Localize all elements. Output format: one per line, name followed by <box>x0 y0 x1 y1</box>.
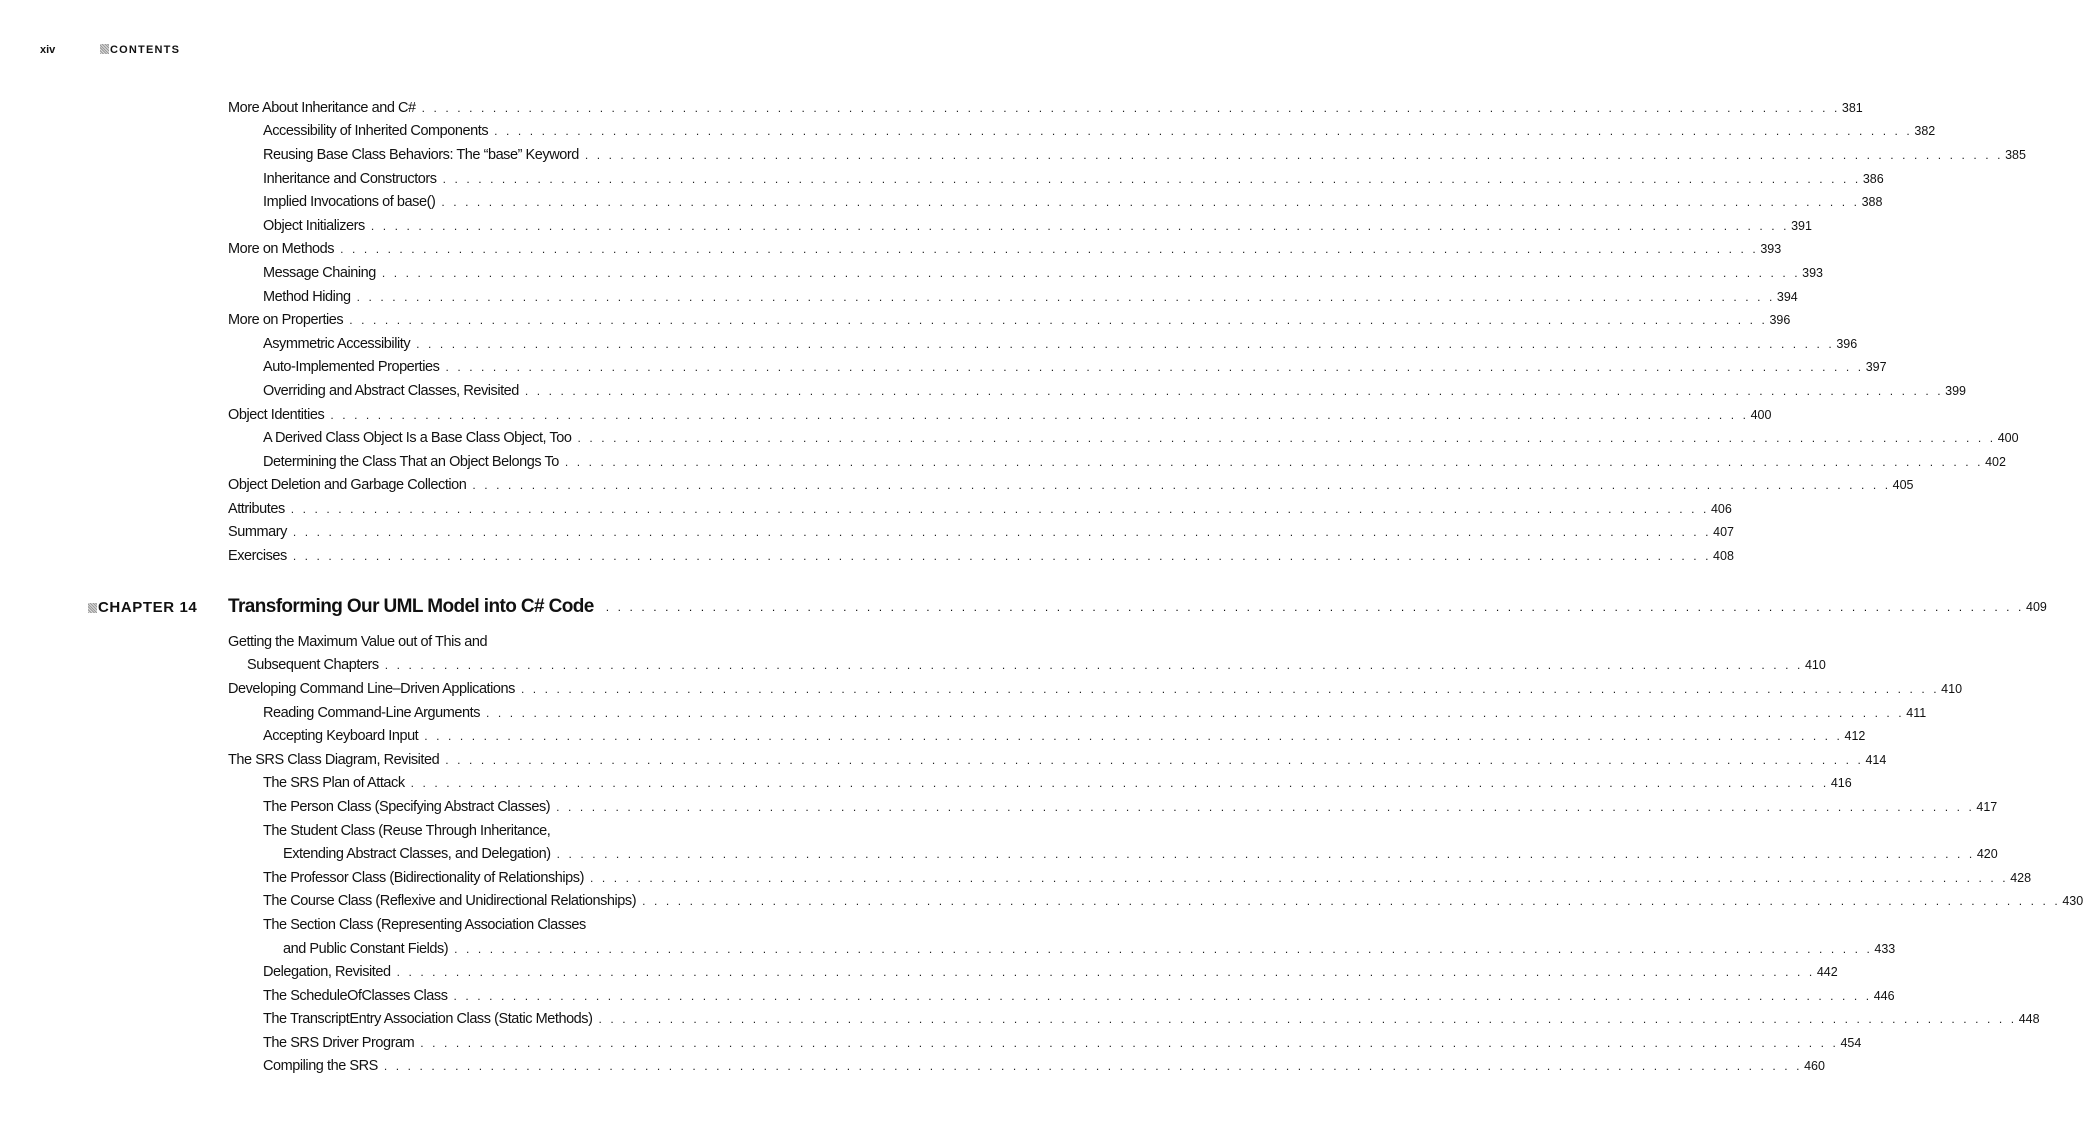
entry-page: 399 <box>1945 383 1967 398</box>
dot-leader: . . . . . . . . . . . . . . . . . . . . . . . . . . . . . . . . . . . . . . . . . . . . . . . . . . . . . . . . . . . . . . . . . . . . . . . . . . . . . . . . . . . . . . . . . . . . . . . . . . . . . . . . . . . . . . . . . . . . . . . . <box>598 1012 2017 1027</box>
toc-entry[interactable] <box>228 748 1887 772</box>
dot-leader: . . . . . . . . . . . . . . . . . . . . . . . . . . . . . . . . . . . . . . . . . . . . . . . . . . . . . . . . . . . . . . . . . . . . . . . . . . . . . . . . . . . . . . . . . . . . . . . . . . . . . . . . . . . . . . . . . . . . . . . . <box>577 431 1996 446</box>
entry-title: Accepting Keyboard Input <box>263 728 419 745</box>
entry-title: Accessibility of Inherited Components <box>263 123 489 140</box>
chapter-page: 409 <box>2026 600 2047 614</box>
entry-title: The SRS Class Diagram, Revisited <box>228 751 440 768</box>
toc-entry[interactable] <box>228 795 1998 819</box>
dot-leader: . . . . . . . . . . . . . . . . . . . . . . . . . . . . . . . . . . . . . . . . . . . . . . . . . . . . . . . . . . . . . . . . . . . . . . . . . . . . . . . . . . . . . . . . . . . . . . . . . . . . . . . . . . . . . . . . . . . . . . . . <box>292 525 1712 540</box>
toc-entry[interactable] <box>228 120 1936 144</box>
dot-leader: . . . . . . . . . . . . . . . . . . . . . . . . . . . . . . . . . . . . . . . . . . . . . . . . . . . . . . . . . . . . . . . . . . . . . . . . . . . . . . . . . . . . . . . . . . . . . . . . . . . . . . . . . . . . . . . . . . . . . . . . <box>486 705 1905 720</box>
entry-title-continued: Extending Abstract Classes, and Delegation) <box>283 846 551 863</box>
entry-page: 405 <box>1892 478 1914 493</box>
dot-leader: . . . . . . . . . . . . . . . . . . . . . . . . . . . . . . . . . . . . . . . . . . . . . . . . . . . . . . . . . . . . . . . . . . . . . . . . . . . . . . . . . . . . . . . . . . . . . . . . . . . . . . . . . . . . . . . . . . . . . . . . <box>424 729 1843 744</box>
dot-leader: . . . . . . . . . . . . . . . . . . . . . . . . . . . . . . . . . . . . . . . . . . . . . . . . . . . . . . . . . . . . . . . . . . . . . . . . . . . . . . . . . . . . . . . . . . . . . . . . . . . . . . . . . . . . . . . . . . . . . . . . <box>330 407 1749 422</box>
toc-entry[interactable] <box>228 238 1782 262</box>
entry-page: 400 <box>1997 431 2019 446</box>
toc-entry[interactable] <box>228 261 1823 285</box>
entry-page: 460 <box>1804 1059 1825 1074</box>
entry-page: 386 <box>1862 171 1884 186</box>
toc-entry[interactable] <box>228 308 1791 332</box>
toc-entry[interactable] <box>228 1008 2040 1032</box>
entry-title: Auto-Implemented Properties <box>263 359 440 376</box>
entry-page: 406 <box>1710 501 1732 516</box>
entry-title: Compiling the SRS <box>263 1058 378 1075</box>
entry-page: 411 <box>1906 705 1927 720</box>
dot-leader: . . . . . . . . . . . . . . . . . . . . . . . . . . . . . . . . . . . . . . . . . . . . . . . . . . . . . . . . . . . . . . . . . . . . . . . . . . . . . . . . . . . . . . . . . . . . . . . . . . . . . . . . . . . . . . . . . . . . . . . . <box>292 549 1712 564</box>
dot-leader: . . . . . . . . . . . . . . . . . . . . . . . . . . . . . . . . . . . . . . . . . . . . . . . . . . . . . . . . . . . . . . . . . . . . . . . . . . . . . . . . . . . . . . . . . . . . . . . . . . . . . . . . . . . . . . . . . . . . . . . . <box>564 454 1984 469</box>
dot-leader: . . . . . . . . . . . . . . . . . . . . . . . . . . . . . . . . . . . . . . . . . . . . . . . . . . . . . . . . . . . . . . . . . . . . . . . . . . . . . . . . . . . . . . . . . . . . . . . . . . . . . . . . . . . . . . . . . . . . . . . . <box>472 478 1891 493</box>
entry-title: Method Hiding <box>263 288 351 305</box>
dot-leader: . . . . . . . . . . . . . . . . . . . . . . . . . . . . . . . . . . . . . . . . . . . . . . . . . . . . . . . . . . . . . . . . . . . . . . . . . . . . . . . . . . . . . . . . . . . . . . . . . . . . . . . . . . . . . . . . . . . . . . . . <box>349 313 1768 328</box>
dot-leader: . . . . . . . . . . . . . . . . . . . . . . . . . . . . . . . . . . . . . . . . . . . . . . . . . . . . . . . . . . . . . . . . . . . . . . . . . . . . . . . . . . . . . . . . . . . . . . . . . . . . . . . . . . . . . . . . . . . . . . . . <box>370 218 1790 233</box>
dot-leader: . . . . . . . . . . . . . . . . . . . . . . . . . . . . . . . . . . . . . . . . . . . . . . . . . . . . . . . . . . . . . . . . . . . . . . . . . . . . . . . . . . . . . . . . . . . . . . . . . . . . . . . . . . . . . . . . . . . . . . . . <box>384 658 1803 673</box>
entry-page: 407 <box>1713 525 1734 540</box>
toc-entry[interactable] <box>228 724 1866 748</box>
entry-title: The Professor Class (Bidirectionality of Relationships) <box>263 869 584 886</box>
toc-entry[interactable] <box>228 701 1927 725</box>
entry-title: Object Deletion and Garbage Collection <box>228 477 467 494</box>
entry-title: A Derived Class Object Is a Base Class Object, Too <box>263 430 572 447</box>
entry-page: 396 <box>1769 313 1791 328</box>
entry-title: More About Inheritance and C# <box>228 99 416 116</box>
toc-entry[interactable] <box>228 403 1772 427</box>
entry-title: Inheritance and Constructors <box>263 170 437 187</box>
dot-leader: . . . . . . . . . . . . . . . . . . . . . . . . . . . . . . . . . . . . . . . . . . . . . . . . . . . . . . . . . . . . . . . . . . . . . . . . . . . . . . . . . . . . . . . . . . . . . . . . . . . . . . . . . . . . . . . . . . . . . . . . <box>420 1035 1839 1050</box>
page-number: xiv <box>40 44 56 56</box>
dot-leader: . . . . . . . . . . . . . . . . . . . . . . . . . . . . . . . . . . . . . . . . . . . . . . . . . . . . . . . . . . . . . . . . . . . . . . . . . . . . . . . . . . . . . . . . . . . . . . . . . . . . . . . . . . . . . . . . . . . . . . . . <box>642 894 2061 909</box>
entry-page: 454 <box>1840 1035 1862 1050</box>
toc-entry[interactable] <box>228 913 712 937</box>
entry-page: 391 <box>1791 218 1812 233</box>
entry-title-continued: Subsequent Chapters <box>247 657 379 674</box>
entry-page: 382 <box>1914 124 1936 139</box>
toc-entry[interactable] <box>228 544 1734 568</box>
toc-entry[interactable] <box>228 285 1798 309</box>
toc-entry-continuation[interactable] <box>228 654 1826 678</box>
dot-leader: . . . . . . . . . . . . . . . . . . . . . . . . . . . . . . . . . . . . . . . . . . . . . . . . . . . . . . . . . . . . . . . . . . . . . . . . . . . . . . . . . . . . . . . . . . . . . . . . . . . . . . . . . . . . . . . . . . . . . . . . <box>453 988 1872 1003</box>
entry-title: Determining the Class That an Object Belongs To <box>263 453 559 470</box>
dot-leader: . . . . . . . . . . . . . . . . . . . . . . . . . . . . . . . . . . . . . . . . . . . . . . . . . . . . . . . . . . . . . . . . . . . . . . . . . . . . . . . . . . . . . . . . . . . . . . . . . . . . . . . . . . . . . . . . . . . . . . . . <box>556 847 1975 862</box>
toc-entry[interactable] <box>228 819 712 843</box>
section-title <box>100 44 180 56</box>
entry-title: Overriding and Abstract Classes, Revisited <box>263 382 519 399</box>
entry-title-continued: and Public Constant Fields) <box>283 940 449 957</box>
entry-page: 433 <box>1874 941 1896 956</box>
dot-leader: . . . . . . . . . . . . . . . . . . . . . . . . . . . . . . . . . . . . . . . . . . . . . . . . . . . . . . . . . . . . . . . . . . . . . . . . . . . . . . . . . . . . . . . . . . . . . . . . . . . . . . . . . . . . . . . . . . . . . . . . <box>589 870 2009 885</box>
toc-entry[interactable] <box>228 1031 1862 1055</box>
entry-page: 420 <box>1976 847 1998 862</box>
toc-entry[interactable] <box>228 96 1863 120</box>
toc-entry[interactable] <box>228 450 2006 474</box>
entry-title: Getting the Maximum Value out of This and <box>228 633 488 650</box>
entry-page: 428 <box>2010 870 2032 885</box>
dot-leader: . . . . . . . . . . . . . . . . . . . . . . . . . . . . . . . . . . . . . . . . . . . . . . . . . . . . . . . . . . . . . . . . . . . . . . . . . . . . . . . . . . . . . . . . . . . . . . . . . . . . . . . . . . . . . . . . . . . . . . . . <box>524 383 1944 398</box>
square-bullet-icon <box>100 44 109 54</box>
toc-entry[interactable] <box>228 167 1884 191</box>
dot-leader: . . . . . . . . . . . . . . . . . . . . . . . . . . . . . . . . . . . . . . . . . . . . . . . . . . . . . . . . . . . . . . . . . . . . . . . . . . . . . . . . . . . . . . . . . . . . . . . . . . . . . . . . . . . . . . . . . . . . . . . . <box>356 289 1775 304</box>
toc-entry[interactable] <box>228 379 1967 403</box>
entry-page: 410 <box>1941 681 1963 696</box>
dot-leader: . . . . . . . . . . . . . . . . . . . . . . . . . . . . . . . . . . . . . . . . . . . . . . . . . . . . . . . . . . . . . . . . . . . . . . . . . . . . . . . . . . . . . . . . . . . . . . . . . . . . . . . . . . . . . . . . . . . . . . . . <box>454 941 1873 956</box>
entry-title: Implied Invocations of base() <box>263 194 436 211</box>
dot-leader: . . . . . . . . . . . . . . . . . . . . . . . . . . . . . . . . . . . . . . . . . . . . . . . . . . . . . . . . . . . . . . . . . . . . . . . . . . . . . . . . . . . . . . . . . . . . . . . . . . . . . . . . . . . . . . . . . . . . . . . . <box>383 1059 1803 1074</box>
toc-entry[interactable] <box>228 890 2083 914</box>
entry-title: More on Methods <box>228 241 335 258</box>
entry-page: 408 <box>1713 549 1734 564</box>
entry-title: Exercises <box>228 548 287 565</box>
entry-page: 400 <box>1750 407 1772 422</box>
dot-leader: . . . . . . . . . . . . . . . . . . . . . . . . . . . . . . . . . . . . . . . . . . . . . . . . . . . . . . . . . . . . . . . . . . . . . . . . . . . . . . . . . . . . . . . . . . . . . . . . . . . . . . . . . . . . . . . . . . . . . . . . <box>410 776 1829 791</box>
entry-page: 416 <box>1830 776 1852 791</box>
toc-entry[interactable] <box>228 960 1838 984</box>
toc-entry[interactable] <box>228 630 712 654</box>
entry-page: 396 <box>1836 336 1858 351</box>
entry-page: 397 <box>1865 360 1887 375</box>
toc-entry[interactable] <box>228 474 1914 498</box>
dot-leader: . . . . . . . . . . . . . . . . . . . . . . . . . . . . . . . . . . . . . . . . . . . . . . . . . . . . . . . . . . . . . . . . . . . . . . . . . . . . . . . . . . . . . . . . . . . . . . . . . . . . . . . . . . . . . . . . . . . . . . . . <box>494 124 1913 139</box>
toc-entry-continuation[interactable] <box>228 842 1998 866</box>
entry-page: 385 <box>2005 147 2026 162</box>
entry-page: 402 <box>1985 454 2006 469</box>
entry-page: 446 <box>1873 988 1895 1003</box>
entry-title: Object Identities <box>228 406 325 423</box>
toc-entry-continuation[interactable] <box>228 937 1896 961</box>
dot-leader: . . . . . . . . . . . . . . . . . . . . . . . . . . . . . . . . . . . . . . . . . . . . . . . . . . . . . . . . . . . . . . . . . . . . . . . . . . . . . . . . . . . . . . . . . . . . . . . . . . . . . . . . . . . . . . . . . . . . . . . . <box>381 265 1801 280</box>
dot-leader: . . . . . . . . . . . . . . . . . . . . . . . . . . . . . . . . . . . . . . . . . . . . . . . . . . . . . . . . . . . . . . . . . . . . . . . . . . . . . . . . . . . . . . . . . . . . . . . . . . . . . . . . . . . . . . . . . . . . . . . . <box>556 799 1975 814</box>
entry-page: 381 <box>1841 100 1863 115</box>
entry-title: Summary <box>228 524 287 541</box>
toc-entry[interactable] <box>228 190 1883 214</box>
toc-entry[interactable] <box>228 521 1734 545</box>
entry-title: Object Initializers <box>263 217 365 234</box>
chapter-label-text: CHAPTER 14 <box>98 598 198 616</box>
toc-entry[interactable] <box>228 332 1858 356</box>
toc-entry[interactable] <box>228 866 2032 890</box>
entry-title: The TranscriptEntry Association Class (Static Methods) <box>263 1011 593 1028</box>
toc-block-2 <box>228 630 2083 1078</box>
toc-entry[interactable] <box>228 772 1852 796</box>
toc-entry[interactable] <box>228 214 1812 238</box>
entry-page: 442 <box>1816 965 1838 980</box>
entry-page: 393 <box>1802 265 1823 280</box>
dot-leader: . . . . . . . . . . . . . . . . . . . . . . . . . . . . . . . . . . . . . . . . . . . . . . . . . . . . . . . . . . . . . . . . . . . . . . . . . . . . . . . . . . . . . . . . . . . . . . . . . . . . . . . . . . . . . . . . . . . . . . . . <box>442 171 1861 186</box>
entry-title: The Course Class (Reflexive and Unidirectional Relationships) <box>263 893 637 910</box>
toc-entry[interactable] <box>228 143 2026 167</box>
section-title-text: CONTENTS <box>110 44 181 56</box>
entry-title: More on Properties <box>228 312 344 329</box>
toc-entry[interactable] <box>228 1055 1825 1079</box>
square-bullet-icon <box>88 603 97 613</box>
dot-leader: . . . . . . . . . . . . . . . . . . . . . . . . . . . . . . . . . . . . . . . . . . . . . . . . . . . . . . . . . . . . . . . . . . . . . . . . . . . . . . . . . . . . . . . . . . . . . . . . . . . . . . . . . . . . . . . . . . . . . . . . <box>396 965 1815 980</box>
chapter-heading[interactable] <box>88 594 2047 620</box>
entry-title: Developing Command Line–Driven Applications <box>228 680 515 697</box>
entry-title: Message Chaining <box>263 264 376 281</box>
entry-page: 417 <box>1976 799 1998 814</box>
dot-leader: . . . . . . . . . . . . . . . . . . . . . . . . . . . . . . . . . . . . . . . . . . . . . . . . . . . . . . . . . . . . . . . . . . . . . . . . . . . . . . . . . . . . . . . . . . . . . . . . . . . . . . . . . . . . . . . . . . . . . . . . <box>605 600 2024 614</box>
dot-leader: . . . . . . . . . . . . . . . . . . . . . . . . . . . . . . . . . . . . . . . . . . . . . . . . . . . . . . . . . . . . . . . . . . . . . . . . . . . . . . . . . . . . . . . . . . . . . . . . . . . . . . . . . . . . . . . . . . . . . . . . <box>290 501 1709 516</box>
entry-page: 412 <box>1844 729 1866 744</box>
entry-page: 393 <box>1760 242 1782 257</box>
entry-page: 430 <box>2062 894 2083 909</box>
toc-block-1 <box>228 96 2026 568</box>
entry-title: The SRS Driver Program <box>263 1034 415 1051</box>
entry-title: Reusing Base Class Behaviors: The “base” Keyword <box>263 146 579 163</box>
entry-title: The Person Class (Specifying Abstract Classes) <box>263 798 551 815</box>
entry-title: Attributes <box>228 500 285 517</box>
entry-title: The SRS Plan of Attack <box>263 775 405 792</box>
toc-entry[interactable] <box>228 497 1732 521</box>
dot-leader: . . . . . . . . . . . . . . . . . . . . . . . . . . . . . . . . . . . . . . . . . . . . . . . . . . . . . . . . . . . . . . . . . . . . . . . . . . . . . . . . . . . . . . . . . . . . . . . . . . . . . . . . . . . . . . . . . . . . . . . . <box>416 336 1835 351</box>
dot-leader: . . . . . . . . . . . . . . . . . . . . . . . . . . . . . . . . . . . . . . . . . . . . . . . . . . . . . . . . . . . . . . . . . . . . . . . . . . . . . . . . . . . . . . . . . . . . . . . . . . . . . . . . . . . . . . . . . . . . . . . . <box>584 147 2004 162</box>
entry-page: 448 <box>2018 1012 2040 1027</box>
entry-page: 394 <box>1776 289 1798 304</box>
toc-entry[interactable] <box>228 356 1887 380</box>
chapter-label <box>88 599 228 616</box>
dot-leader: . . . . . . . . . . . . . . . . . . . . . . . . . . . . . . . . . . . . . . . . . . . . . . . . . . . . . . . . . . . . . . . . . . . . . . . . . . . . . . . . . . . . . . . . . . . . . . . . . . . . . . . . . . . . . . . . . . . . . . . . <box>445 752 1864 767</box>
entry-page: 388 <box>1861 195 1883 210</box>
entry-title: Asymmetric Accessibility <box>263 335 411 352</box>
entry-title: The Student Class (Reuse Through Inheritance, <box>263 822 551 839</box>
toc-entry[interactable] <box>228 426 2019 450</box>
chapter-title: Transforming Our UML Model into C# Code <box>228 596 594 617</box>
dot-leader: . . . . . . . . . . . . . . . . . . . . . . . . . . . . . . . . . . . . . . . . . . . . . . . . . . . . . . . . . . . . . . . . . . . . . . . . . . . . . . . . . . . . . . . . . . . . . . . . . . . . . . . . . . . . . . . . . . . . . . . . <box>340 242 1759 257</box>
dot-leader: . . . . . . . . . . . . . . . . . . . . . . . . . . . . . . . . . . . . . . . . . . . . . . . . . . . . . . . . . . . . . . . . . . . . . . . . . . . . . . . . . . . . . . . . . . . . . . . . . . . . . . . . . . . . . . . . . . . . . . . . <box>421 100 1840 115</box>
entry-page: 410 <box>1804 658 1826 673</box>
dot-leader: . . . . . . . . . . . . . . . . . . . . . . . . . . . . . . . . . . . . . . . . . . . . . . . . . . . . . . . . . . . . . . . . . . . . . . . . . . . . . . . . . . . . . . . . . . . . . . . . . . . . . . . . . . . . . . . . . . . . . . . . <box>445 360 1864 375</box>
entry-title: The ScheduleOfClasses Class <box>263 987 448 1004</box>
entry-title: Reading Command-Line Arguments <box>263 704 481 721</box>
entry-title: Delegation, Revisited <box>263 964 391 981</box>
toc-entry[interactable] <box>228 677 1963 701</box>
toc-entry[interactable] <box>228 984 1895 1008</box>
dot-leader: . . . . . . . . . . . . . . . . . . . . . . . . . . . . . . . . . . . . . . . . . . . . . . . . . . . . . . . . . . . . . . . . . . . . . . . . . . . . . . . . . . . . . . . . . . . . . . . . . . . . . . . . . . . . . . . . . . . . . . . . <box>441 195 1860 210</box>
entry-page: 414 <box>1865 752 1887 767</box>
dot-leader: . . . . . . . . . . . . . . . . . . . . . . . . . . . . . . . . . . . . . . . . . . . . . . . . . . . . . . . . . . . . . . . . . . . . . . . . . . . . . . . . . . . . . . . . . . . . . . . . . . . . . . . . . . . . . . . . . . . . . . . . <box>520 681 1940 696</box>
entry-title: The Section Class (Representing Association Classes <box>263 916 586 933</box>
